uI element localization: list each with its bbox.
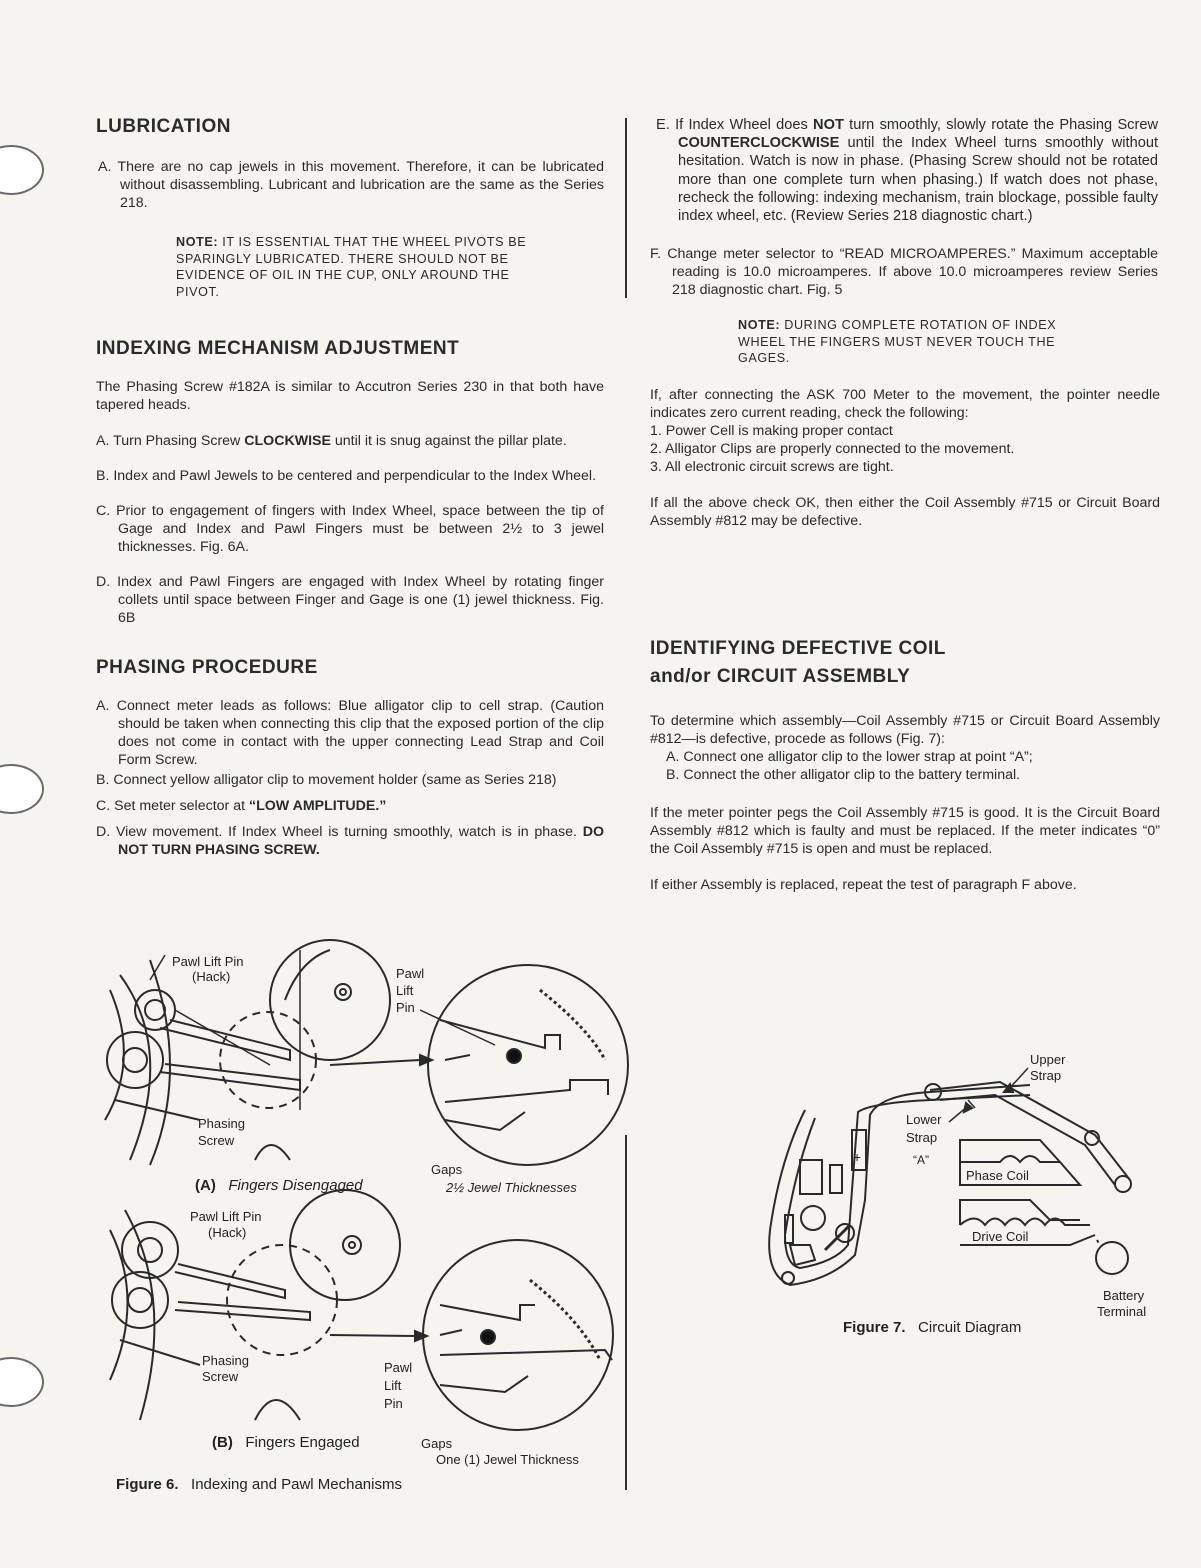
phasing-item-b: B. Connect yellow alligator clip to movement holder (same as Series 218) (96, 772, 557, 788)
fig6b-phasing-label: Phasing (202, 1353, 249, 1368)
fig6b-hack-label: (Hack) (208, 1225, 247, 1240)
fig7-terminal-label: Terminal (1097, 1304, 1147, 1319)
fig7-phase-coil-label: Phase Coil (966, 1168, 1029, 1183)
identify-intro: To determine which assembly—Coil Assembly #715 or Circuit Board Assembly #812—is defective, procede as follows (Fig. 7): (650, 712, 1160, 747)
fig6b-lift-label: Lift (384, 1378, 402, 1393)
fig6b-pawl-lift-pin-label: Pawl Lift Pin (190, 1209, 262, 1224)
lubrication-heading: LUBRICATION (96, 116, 231, 137)
identify-heading-line1: IDENTIFYING DEFECTIVE COIL (650, 637, 946, 659)
check-after: If all the above check OK, then either the Coil Assembly #715 or Circuit Board Assembly #812 may be defective. (650, 494, 1160, 529)
phasing-item-e: E. If Index Wheel does NOT turn smoothly, slowly rotate the Phasing Screw COUNTERCLOCKWISE until the Index Wheel turns smoothly without hesitation. Watch is now in phase. (Phasing Screw should not be rotated more than one complete turn when phasing.) If watch does not phase, recheck the following: indexing mechanism, train blockage, possible faulty index wheel, etc. (Review Series 218 diagnostic chart.) (656, 117, 1158, 225)
phasing-heading: PHASING PROCEDURE (96, 657, 318, 678)
check-item-1: 1. Power Cell is making proper contact (650, 422, 893, 439)
lubrication-note: NOTE: IT IS ESSENTIAL THAT THE WHEEL PIVOTS BE SPARINGLY LUBRICATED. THERE SHOULD NOT BE EVIDENCE OF OIL IN THE CUP, ONLY AROUND THE PIVOT. (176, 235, 527, 299)
fig7-lower-strap-label: Strap (906, 1130, 938, 1145)
indexing-item-b: B. Index and Pawl Jewels to be centered and perpendicular to the Index Wheel. (96, 468, 597, 484)
fig6b-pawl-label: Pawl (384, 1360, 413, 1375)
figure-7-caption: Figure 7. Circuit Diagram (843, 1319, 1022, 1336)
fig6a-hack-label: (Hack) (192, 969, 231, 984)
indexing-intro: The Phasing Screw #182A is similar to Accutron Series 230 in that both have tapered heads. (96, 379, 604, 413)
check-item-2: 2. Alligator Clips are properly connected to the movement. (650, 440, 1015, 457)
fig6b-screw-label: Screw (202, 1369, 239, 1384)
identify-item-b: B. Connect the other alligator clip to the battery terminal. (666, 766, 1021, 783)
fig6b-caption: (B) Fingers Engaged (212, 1434, 360, 1451)
fig7-drive-coil-label: Drive Coil (972, 1229, 1029, 1244)
fig6a-caption: (A) Fingers Disengaged (195, 1177, 363, 1194)
identify-heading-line2: and/or CIRCUIT ASSEMBLY (650, 665, 911, 687)
fig6a-gaps-label: Gaps (431, 1162, 463, 1177)
fig7-lower-label: Lower (906, 1112, 942, 1127)
phasing-item-d: D. View movement. If Index Wheel is turning smoothly, watch is in phase. DO NOT TURN PHASING SCREW. (96, 824, 604, 858)
fig6a-gaps-value: 2½ Jewel Thicknesses (446, 1180, 577, 1195)
phasing-item-c: C. Set meter selector at “LOW AMPLITUDE.” (96, 798, 387, 814)
phasing-note: NOTE: DURING COMPLETE ROTATION OF INDEX WHEEL THE FINGERS MUST NEVER TOUCH THE GAGES. (738, 318, 1057, 366)
fig6a-phasing-label: Phasing (198, 1116, 245, 1131)
fig7-point-a-label: “A” (913, 1153, 929, 1167)
check-intro: If, after connecting the ASK 700 Meter to the movement, the pointer needle indicates zero current reading, check the following: (650, 386, 1160, 421)
svg-text:+: + (853, 1149, 862, 1165)
figure-7-component (800, 1160, 822, 1194)
fig7-upper-label: Upper (1030, 1052, 1066, 1067)
fig7-battery-label: Battery (1103, 1288, 1145, 1303)
fig6a-pawl-lift-pin-label: Pawl Lift Pin (172, 954, 244, 969)
indexing-item-a: A. Turn Phasing Screw CLOCKWISE until it is snug against the pillar plate. (96, 433, 567, 449)
fig6b-gaps-label: Gaps (421, 1436, 453, 1451)
indexing-heading: INDEXING MECHANISM ADJUSTMENT (96, 338, 460, 359)
phasing-item-f: F. Change meter selector to “READ MICROAMPERES.” Maximum acceptable reading is 10.0 microamperes. If above 10.0 microamperes review Series 218 diagnostic chart. Fig. 5 (650, 246, 1158, 299)
figure-6-caption: Figure 6. Indexing and Pawl Mechanisms (116, 1476, 402, 1493)
fig6b-gaps-value: One (1) Jewel Thickness (436, 1452, 579, 1467)
indexing-item-c: C. Prior to engagement of fingers with Index Wheel, space between the tip of Gage and Index and Pawl Fingers must be between 2½ to 3 jewel thicknesses. Fig. 6A. (96, 503, 604, 555)
identify-item-a: A. Connect one alligator clip to the lower strap at point “A”; (666, 748, 1033, 765)
indexing-item-d: D. Index and Pawl Fingers are engaged with Index Wheel by rotating finger collets until space between Finger and Gage is one (1) jewel thickness. Fig. 6B (96, 574, 604, 626)
fig6a-screw-label: Screw (198, 1133, 235, 1148)
check-item-3: 3. All electronic circuit screws are tight. (650, 458, 894, 475)
fig6b-pin-label: Pin (384, 1396, 403, 1411)
identify-para-2: If either Assembly is replaced, repeat the test of paragraph F above. (650, 876, 1077, 893)
fig6a-pin-label: Pin (396, 1000, 415, 1015)
fig6a-pawl-label: Pawl (396, 966, 425, 981)
identify-para-1: If the meter pointer pegs the Coil Assembly #715 is good. It is the Circuit Board Assembly #812 which is faulty and must be replaced. If the meter indicates “0” the Coil Assembly #715 is open and must be replaced. (650, 804, 1160, 857)
figure-7-battery-terminal (1096, 1242, 1128, 1274)
phasing-item-a: A. Connect meter leads as follows: Blue alligator clip to cell strap. (Caution should be taken when connecting this clip that the exposed portion of the clip does not come in contact with the upper connecting Lead Strap and Coil Form Screw. (96, 698, 604, 768)
fig6a-lift-label: Lift (396, 983, 414, 998)
lubrication-item-a: A. There are no cap jewels in this movement. Therefore, it can be lubricated without disassembling. Lubricant and lubrication are the same as the Series 218. (98, 159, 604, 211)
fig7-strap-label: Strap (1030, 1068, 1062, 1083)
